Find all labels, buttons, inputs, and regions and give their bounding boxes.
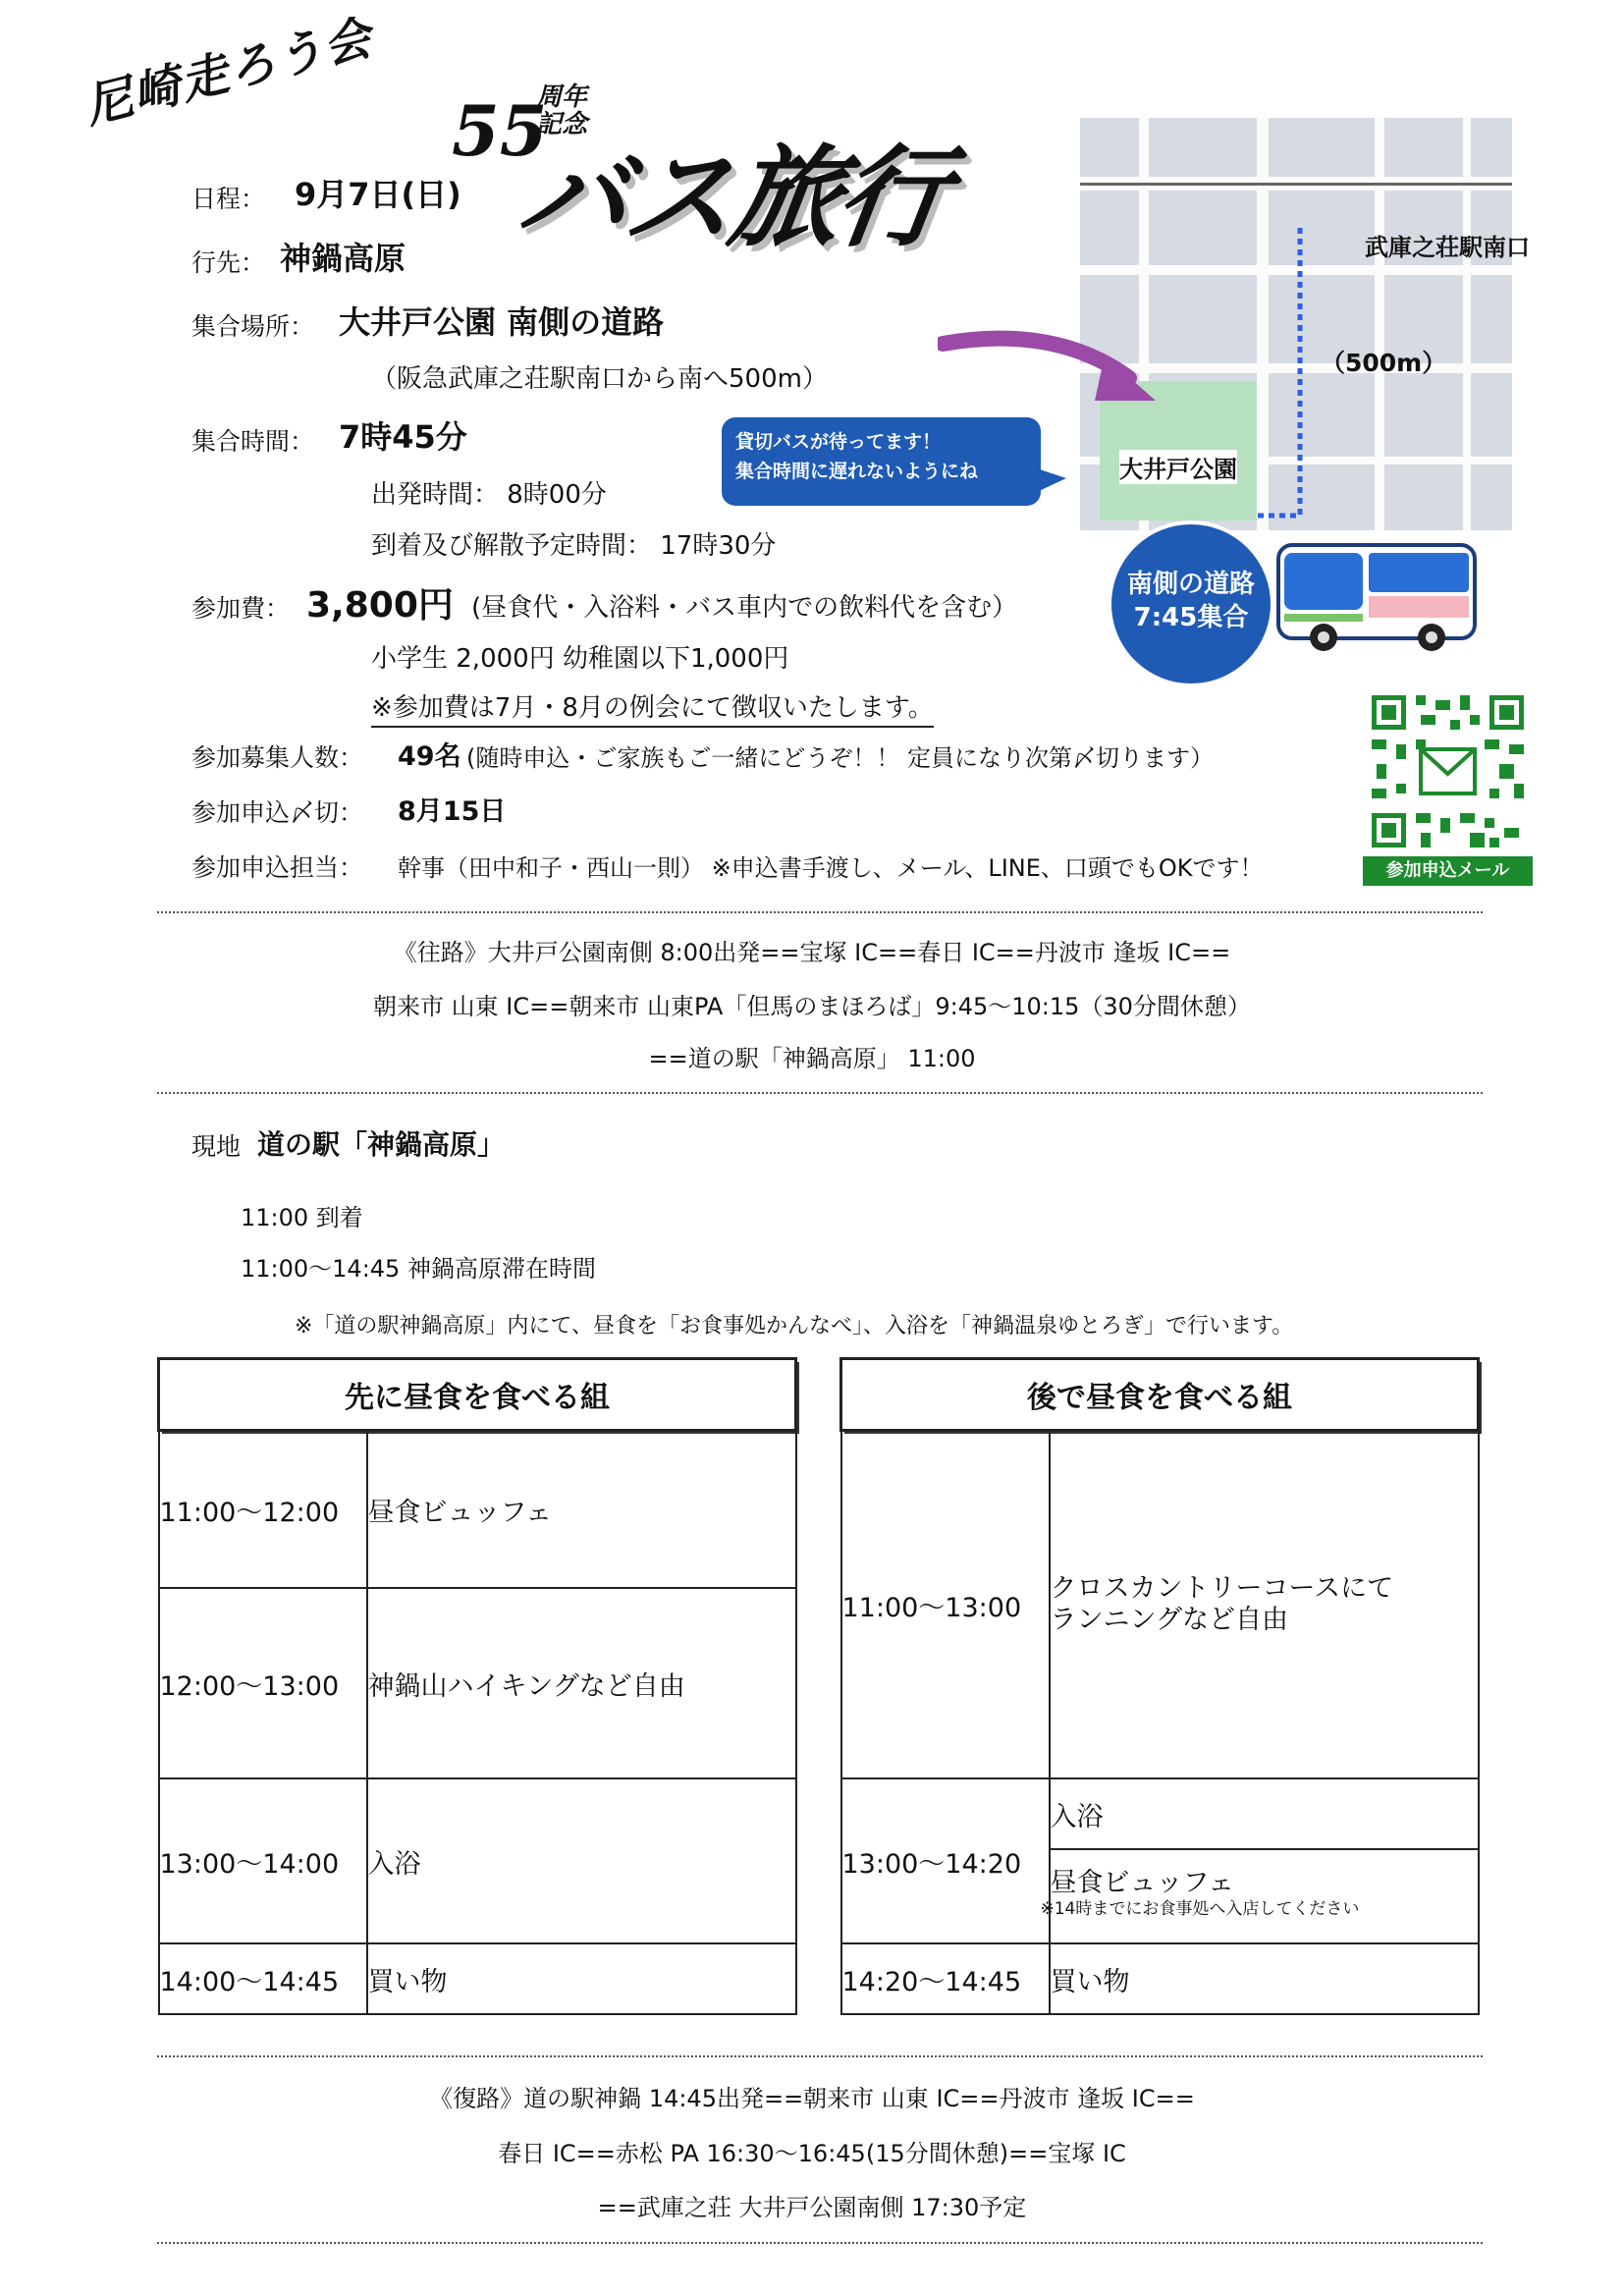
meeting-point-badge — [1108, 520, 1274, 687]
route-out-line-3: ==道の駅「神鍋高原」 11:00 — [648, 1045, 976, 1072]
table-title: 先に昼食を食べる組 — [159, 1359, 796, 1431]
capacity-value: 49名 — [398, 741, 461, 772]
qr-code-icon — [1367, 690, 1529, 852]
time-cell: 12:00〜13:00 — [159, 1588, 367, 1778]
time-cell: 13:00〜14:00 — [159, 1778, 367, 1943]
table-row — [841, 1778, 1479, 1849]
badge-line-1: 南側の道路 — [1126, 570, 1255, 599]
bubble-line-1: 貸切バスが待ってます！ — [735, 431, 942, 453]
anniversary-label-line1: 周年 — [536, 82, 588, 112]
meeting-place-label: 集合場所： — [191, 312, 315, 341]
destination-label: 行先： — [191, 248, 266, 277]
activity-cell: 入浴 — [367, 1778, 796, 1943]
meeting-place-note: （阪急武庫之荘駅南口から南へ500m） — [371, 364, 828, 394]
badge-line-2: 7:45集合 — [1133, 603, 1249, 632]
bubble-line-2: 集合時間に遅れないようにね — [735, 461, 979, 482]
local-stay: 11:00〜14:45 神鍋高原滞在時間 — [241, 1255, 596, 1283]
fee-label: 参加費： — [191, 594, 291, 623]
schedule-table-first-lunch — [157, 1357, 797, 2015]
table-row — [841, 1943, 1479, 2014]
fee-note: (昼食代・入浴料・バス車内での飲料代を含む） — [471, 593, 1018, 623]
anniversary-label-line2: 記念 — [536, 110, 588, 139]
activity-line: 昼食ビュッフェ — [1050, 1868, 1235, 1898]
route-back-line-2: 春日 IC==赤松 PA 16:30〜16:45(15分間休憩)==宝塚 IC — [498, 2140, 1126, 2167]
time-cell: 13:00〜14:20 — [841, 1778, 1050, 1943]
capacity-label: 参加募集人数： — [191, 743, 364, 772]
activity-cell — [1040, 1849, 1479, 1943]
time-cell: 11:00〜13:00 — [841, 1431, 1050, 1779]
qr-code-label: 参加申込メール — [1363, 856, 1533, 886]
divider — [157, 2055, 1483, 2057]
activity-cell — [1050, 1431, 1479, 1779]
station-label: 武庫之荘駅南口 — [1365, 234, 1530, 261]
club-name: 尼崎走ろう会 — [79, 10, 379, 136]
contact-value: 幹事（田中和子・西山一則） ※申込書手渡し、メール、LINE、口頭でもOKです！ — [398, 854, 1264, 882]
activity-line-1: クロスカントリーコースにて — [1050, 1573, 1394, 1604]
destination-value: 神鍋高原 — [280, 240, 406, 277]
fee-child: 小学生 2,000円 幼稚園以下1,000円 — [371, 644, 789, 674]
local-note: ※「道の駅神鍋高原」内にて、昼食を「お食事処かんなべ」、入浴を「神鍋温泉ゆとろぎ」で行います。 — [295, 1314, 1294, 1339]
time-cell: 14:20〜14:45 — [841, 1943, 1050, 2014]
schedule-table-later-lunch — [839, 1357, 1480, 2015]
distance-label: （500m） — [1321, 349, 1447, 377]
capacity-note: (随時申込・ご家族もご一緒にどうぞ！！ 定員になり次第〆切ります） — [466, 744, 1214, 772]
anniversary-number: 55 — [452, 90, 548, 172]
activity-line-2: ランニングなど自由 — [1050, 1605, 1288, 1635]
activity-cell: 買い物 — [367, 1943, 796, 2014]
date-label: 日程： — [191, 185, 266, 213]
arrow-icon — [938, 314, 1173, 412]
park-label: 大井戸公園 — [1119, 450, 1237, 484]
meeting-place-value: 大井戸公園 南側の道路 — [339, 303, 665, 341]
activity-cell: 買い物 — [1050, 1943, 1479, 2014]
table-title: 後で昼食を食べる組 — [841, 1359, 1479, 1431]
arrival-time: 到着及び解散予定時間： 17時30分 — [371, 531, 777, 561]
time-cell: 14:00〜14:45 — [159, 1943, 367, 2014]
activity-cell: 神鍋山ハイキングなど自由 — [367, 1588, 796, 1778]
route-out-line-1: 《往路》大井戸公園南側 8:00出発==宝塚 IC==春日 IC==丹波市 逢坂 IC== — [393, 939, 1231, 966]
bus-icon — [1274, 535, 1481, 658]
route-back-line-3: ==武庫之荘 大井戸公園南側 17:30予定 — [597, 2194, 1027, 2221]
table-row — [159, 1431, 796, 1589]
local-place: 道の駅「神鍋高原」 — [257, 1128, 506, 1161]
departure-time: 出発時間： 8時00分 — [371, 480, 607, 510]
time-cell: 11:00〜12:00 — [159, 1431, 367, 1589]
meeting-time-label: 集合時間： — [191, 427, 315, 456]
bus-waiting-bubble — [722, 417, 1041, 506]
contact-label: 参加申込担当： — [191, 853, 364, 882]
route-back-line-1: 《復路》道の駅神鍋 14:45出発==朝来市 山東 IC==丹波市 逢坂 IC== — [429, 2085, 1195, 2112]
table-row — [841, 1431, 1479, 1779]
fee-collect-note: ※参加費は7月・8月の例会にて徴収いたします。 — [371, 687, 934, 728]
table-row — [159, 1778, 796, 1943]
fee-value: 3,800円 — [306, 585, 454, 626]
local-label: 現地 — [191, 1132, 242, 1161]
table-row — [159, 1588, 796, 1778]
meeting-time-value: 7時45分 — [339, 418, 467, 456]
divider — [157, 1092, 1483, 1094]
activity-cell: 昼食ビュッフェ — [367, 1431, 796, 1589]
deadline-label: 参加申込〆切： — [191, 798, 364, 827]
date-value: 9月7日(日) — [295, 176, 461, 213]
deadline-value: 8月15日 — [398, 796, 507, 827]
table-row — [159, 1943, 796, 2014]
route-out-line-2: 朝来市 山東 IC==朝来市 山東PA「但馬のまほろば」9:45〜10:15（30分間休憩） — [373, 993, 1251, 1020]
activity-cell: 入浴 — [1050, 1778, 1479, 1849]
activity-note: ※14時までにお食事処へ入店してください — [1040, 1899, 1360, 1919]
local-arrive: 11:00 到着 — [241, 1204, 363, 1231]
divider — [157, 2242, 1483, 2244]
divider — [157, 911, 1483, 913]
page-title: バス旅行 — [510, 135, 952, 262]
